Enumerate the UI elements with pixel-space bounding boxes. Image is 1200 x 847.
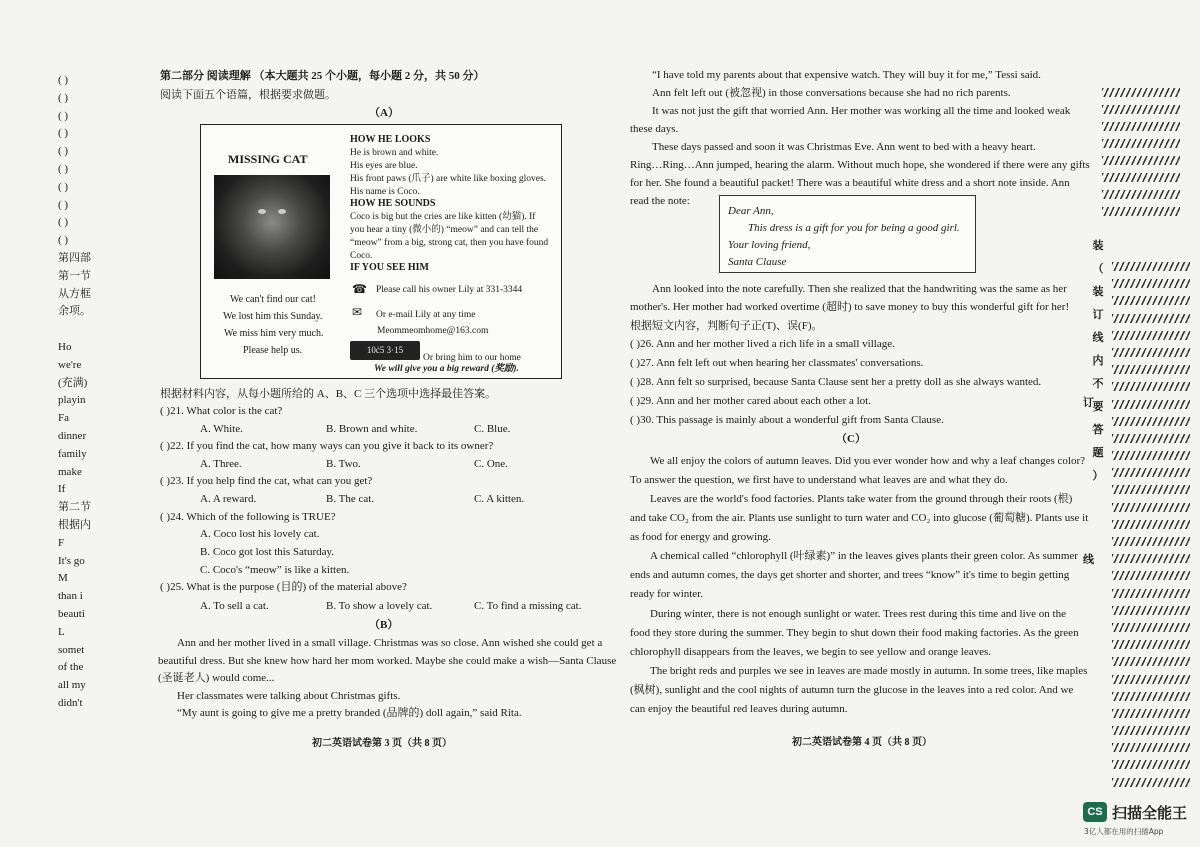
question-28: ( )28. Ann felt so surprised, because Santa Clause sent her a pretty doll as she always wanted. xyxy=(630,376,1042,388)
left-strip-line: ( ) xyxy=(58,74,69,86)
binding-hatch-row xyxy=(1112,520,1190,529)
poster-sounds-3: “meow” from a big, strong cat, then you have found xyxy=(350,238,549,248)
poster-looks-1: He is brown and white. xyxy=(350,148,439,158)
p4-line-2: Ann felt left out (被忽视) in those conversations because she had no rich parents. xyxy=(652,87,1011,99)
binding-char: 装 xyxy=(1092,240,1104,252)
binding-hatch-row xyxy=(1112,451,1190,460)
q21-option-c: C. Blue. xyxy=(474,423,511,435)
left-strip-line: make xyxy=(58,465,82,478)
left-strip-line: 余项。 xyxy=(58,305,91,318)
left-strip-line: If xyxy=(58,483,66,496)
binding-hatch-row xyxy=(1112,468,1190,477)
binding-hatch-row xyxy=(1102,156,1180,165)
page4-footer: 初二英语试卷第 4 页（共 8 页） xyxy=(792,737,932,748)
question-22: ( )22. If you find the cat, how many ways can you give it back to its owner? xyxy=(160,440,494,452)
question-25: ( )25. What is the purpose (目的) of the material above? xyxy=(160,581,407,593)
q25-option-a: A. To sell a cat. xyxy=(200,600,269,612)
watermark-tagline: 3亿人都在用的扫描App xyxy=(1084,827,1164,836)
binding-hatch-row xyxy=(1112,606,1190,615)
binding-hatch-row xyxy=(1112,331,1190,340)
left-strip-line: Fa xyxy=(58,412,69,425)
cat-photo xyxy=(214,175,330,279)
left-strip-line: 第四部 xyxy=(58,251,91,264)
question-23: ( )23. If you help find the cat, what can you get? xyxy=(160,475,373,487)
binding-hatch-row xyxy=(1112,503,1190,512)
poster-heading-see: IF YOU SEE HIM xyxy=(350,262,429,273)
binding-line-text xyxy=(1083,235,1113,488)
left-strip-line: 从方框 xyxy=(58,287,91,300)
binding-hatch-row xyxy=(1112,743,1190,752)
binding-char: 订 xyxy=(1092,309,1104,321)
passage-c-line-3: Leaves are the world's food factories. Plants take water from the ground through their roots (根) xyxy=(650,493,1073,505)
poster-email-address: Meommeomhome@163.com xyxy=(377,326,489,336)
poster-looks-2: His eyes are blue. xyxy=(350,161,418,171)
binding-hatch-row xyxy=(1112,571,1190,580)
binding-hatch-row xyxy=(1112,760,1190,769)
binding-char: ） xyxy=(1092,470,1104,482)
left-page-strip xyxy=(58,72,98,713)
q23-option-b: B. The cat. xyxy=(326,493,375,505)
left-strip-line: ( ) xyxy=(58,234,69,247)
binding-char-ding: 订 xyxy=(1083,397,1094,409)
left-strip-line: playin xyxy=(58,394,86,407)
binding-hatch-row xyxy=(1112,537,1190,546)
house-sign-icon: 10ċ5 3·15 xyxy=(350,341,420,360)
binding-hatch-row xyxy=(1112,434,1190,443)
left-strip-line: ( ) xyxy=(58,145,69,158)
binding-hatch-row xyxy=(1112,314,1190,323)
binding-hatching-bottom xyxy=(1112,262,1190,795)
binding-char-xian: 线 xyxy=(1083,554,1094,566)
left-strip-line: ( ) xyxy=(58,216,69,229)
left-strip-line: somet xyxy=(58,643,85,656)
binding-hatch-row xyxy=(1102,88,1180,97)
question-instruction: 根据材料内容，从每小题所给的 A、B、C 三个选项中选择最佳答案。 xyxy=(160,388,497,400)
poster-heading-looks: HOW HE LOOKS xyxy=(350,134,431,145)
binding-hatch-row xyxy=(1102,207,1180,216)
binding-hatch-row xyxy=(1112,778,1190,787)
q24-option-c: C. Coco's “meow” is like a kitten. xyxy=(200,564,350,576)
left-strip-line: ( ) xyxy=(58,180,69,193)
binding-char: 题 xyxy=(1092,447,1104,459)
binding-hatch-row xyxy=(1112,675,1190,684)
left-strip-line: (充满) xyxy=(58,376,88,389)
binding-char: 要 xyxy=(1092,401,1104,413)
binding-hatch-row xyxy=(1112,417,1190,426)
poster-sounds-4: Coco. xyxy=(350,251,373,261)
p4-mid-line-1: Ann looked into the note carefully. Then she realized that the handwriting was the same as her xyxy=(652,283,1067,295)
p4-line-8: read the note: xyxy=(630,195,690,207)
passage-c-line-7: ends and autumn comes, the days get shorter and shorter, and trees “know” it's time to begin getting xyxy=(630,569,1070,581)
q21-option-b: B. Brown and white. xyxy=(326,423,418,435)
passage-c-line-14: can enjoy the beautiful red leaves during autumn. xyxy=(630,703,848,715)
poster-title: MISSING CAT xyxy=(228,152,308,166)
question-21: ( )21. What color is the cat? xyxy=(160,405,283,417)
note-closing: Your loving friend, xyxy=(728,239,811,251)
watermark-name: 扫描全能王 xyxy=(1112,804,1188,822)
left-strip-line: ( ) xyxy=(58,109,69,122)
poster-line-1: We can't find our cat! xyxy=(230,294,316,305)
passage-a-label: （A） xyxy=(369,107,399,119)
passage-c-line-5: as food for energy and growing. xyxy=(630,531,771,543)
binding-hatch-row xyxy=(1102,173,1180,182)
binding-char: 不 xyxy=(1092,378,1104,390)
q23-option-a: A. A reward. xyxy=(200,493,257,505)
p4-line-3: It was not just the gift that worried Ann. Her mother was working all the time and looked weak xyxy=(652,105,1071,117)
binding-hatch-row xyxy=(1102,105,1180,114)
left-strip-line: 第一节 xyxy=(58,269,91,282)
passage-c-line-1: We all enjoy the colors of autumn leaves. Did you ever wonder how and why a leaf changes color? xyxy=(650,455,1085,467)
binding-char: 答 xyxy=(1092,424,1104,436)
q22-option-c: C. One. xyxy=(474,458,508,470)
binding-hatch-row xyxy=(1112,726,1190,735)
question-24: ( )24. Which of the following is TRUE? xyxy=(160,511,336,523)
poster-line-3: We miss him very much. xyxy=(224,328,324,339)
poster-sounds-1: Coco is big but the cries are like kitten (幼猫). If xyxy=(350,212,536,222)
binding-char: 内 xyxy=(1092,355,1104,367)
passage-b-label: （B） xyxy=(369,619,399,631)
left-strip-line: all my xyxy=(58,679,86,692)
left-strip-line: L xyxy=(58,625,65,638)
q22-option-a: A. Three. xyxy=(200,458,242,470)
phone-icon: ☎ xyxy=(352,282,367,296)
question-26: ( )26. Ann and her mother lived a rich life in a small village. xyxy=(630,338,895,350)
left-strip-line: It's go xyxy=(58,554,85,567)
passage-c-line-13: (枫树), sunlight and the cool nights of autumn turn the glucose in the leaves into a red color. And we xyxy=(630,684,1074,696)
q25-option-b: B. To show a lovely cat. xyxy=(326,600,433,612)
passage-b-line-1: Ann and her mother lived in a small village. Christmas was so close. Ann wished she could get a xyxy=(177,637,603,649)
binding-hatch-row xyxy=(1112,589,1190,598)
question-30: ( )30. This passage is mainly about a wonderful gift from Santa Clause. xyxy=(630,414,944,426)
binding-hatch-row xyxy=(1112,554,1190,563)
q24-option-b: B. Coco got lost this Saturday. xyxy=(200,546,335,558)
passage-c-line-12: The bright reds and purples we see in leaves are made mostly in autumn. In some trees, like maples xyxy=(650,665,1088,677)
tf-instruction: 根据短文内容，判断句子正(T)、误(F)。 xyxy=(630,320,823,332)
passage-c-label: （C） xyxy=(836,433,866,445)
left-strip-line: beauti xyxy=(58,607,85,620)
question-27: ( )27. Ann felt left out when hearing her classmates' conversations. xyxy=(630,357,924,369)
binding-hatch-row xyxy=(1102,190,1180,199)
left-strip-line: Ho xyxy=(58,340,72,353)
q25-option-c: C. To find a missing cat. xyxy=(474,600,582,612)
p4-mid-line-2: mother's. Her mother had worked overtime (超时) to save money to buy this wonderful gift for her! xyxy=(630,301,1070,313)
q23-option-c: C. A kitten. xyxy=(474,493,525,505)
passage-b-line-2: beautiful dress. But she knew how hard her mom worked. Maybe she could make a wish—Santa Clause xyxy=(158,655,617,667)
binding-hatch-row xyxy=(1112,382,1190,391)
note-body: This dress is a gift for you for being a good girl. xyxy=(748,222,960,234)
poster-looks-3: His front paws (爪子) are white like boxing gloves. xyxy=(350,174,547,184)
left-strip-line: 根据内 xyxy=(58,518,91,531)
question-29: ( )29. Ann and her mother cared about each other a lot. xyxy=(630,395,871,407)
binding-hatch-row xyxy=(1112,623,1190,632)
p4-line-5: These days passed and soon it was Christmas Eve. Ann went to bed with a heavy heart. xyxy=(652,141,1036,153)
passage-c-line-2: To answer the question, we first have to understand what leaves are and what they do. xyxy=(630,474,1008,486)
passage-c-line-9: During winter, there is not enough sunlight or water. Trees rest during this time and live on the xyxy=(650,608,1066,620)
poster-bring: Or bring him to our home xyxy=(423,353,521,363)
passage-c-line-8: ready for winter. xyxy=(630,588,703,600)
poster-heading-sounds: HOW HE SOUNDS xyxy=(350,198,436,209)
poster-reward: We will give you a big reward (奖励). xyxy=(374,364,519,374)
poster-line-2: We lost him this Sunday. xyxy=(223,311,323,322)
binding-char: （ xyxy=(1092,263,1104,275)
binding-hatch-row xyxy=(1102,139,1180,148)
binding-hatch-row xyxy=(1112,657,1190,666)
passage-b-line-3: (圣诞老人) would come... xyxy=(158,672,275,684)
left-strip-line: M xyxy=(58,572,68,585)
binding-hatch-row xyxy=(1112,400,1190,409)
binding-char: 装 xyxy=(1092,286,1104,298)
q22-option-b: B. Two. xyxy=(326,458,361,470)
p4-line-4: these days. xyxy=(630,123,679,135)
page3-footer: 初二英语试卷第 3 页（共 8 页） xyxy=(312,738,452,749)
binding-hatch-row xyxy=(1112,640,1190,649)
poster-call: Please call his owner Lily at 331-3344 xyxy=(376,285,523,295)
left-strip-line: of the xyxy=(58,661,84,674)
passage-c-line-6: A chemical called “chlorophyll (叶绿素)” in the leaves gives plants their green color. As summer xyxy=(650,550,1078,562)
binding-hatch-row xyxy=(1112,485,1190,494)
camscanner-logo-icon: CS xyxy=(1083,802,1107,822)
passage-b-line-5: “My aunt is going to give me a pretty branded (品牌的) doll again,” said Rita. xyxy=(177,707,522,719)
reading-instruction: 阅读下面五个语篇，根据要求做题。 xyxy=(160,89,336,101)
binding-hatch-row xyxy=(1112,296,1190,305)
left-strip-line: dinner xyxy=(58,429,87,442)
binding-hatch-row xyxy=(1112,348,1190,357)
section-title: 第二部分 阅读理解 （本大题共 25 个小题，每小题 2 分，共 50 分） xyxy=(160,70,485,82)
binding-hatch-row xyxy=(1102,122,1180,131)
binding-hatch-row xyxy=(1112,692,1190,701)
poster-line-4: Please help us. xyxy=(243,345,303,356)
left-strip-line: 第二节 xyxy=(58,501,91,514)
q24-option-a: A. Coco lost his lovely cat. xyxy=(200,528,320,540)
left-strip-line: we're xyxy=(58,358,82,371)
passage-c-line-10: food they store during the summer. They begin to shut down their food making factories. As the green xyxy=(630,627,1079,639)
left-strip-line: ( ) xyxy=(58,127,69,140)
binding-hatch-row xyxy=(1112,365,1190,374)
p4-line-7: for her. She found a beautiful packet! There was a beautiful white dress and a short note inside. Ann xyxy=(630,177,1070,189)
left-strip-line xyxy=(58,321,98,339)
passage-b-line-4: Her classmates were talking about Christmas gifts. xyxy=(177,690,401,702)
left-strip-line: F xyxy=(58,536,65,549)
left-strip-line: ( ) xyxy=(58,198,69,211)
note-signature: Santa Clause xyxy=(728,256,787,268)
left-strip-line: ( ) xyxy=(58,162,69,175)
binding-hatching-top xyxy=(1102,88,1180,224)
q21-option-a: A. White. xyxy=(200,423,243,435)
poster-looks-4: His name is Coco. xyxy=(350,187,420,197)
passage-c-line-4: and take CO₂ from the air. Plants use sunlight to turn water and CO₂ into glucose (葡萄糖). Plants use it xyxy=(630,512,1089,524)
left-strip-line: didn't xyxy=(58,696,83,709)
binding-hatch-row xyxy=(1112,262,1190,271)
p4-line-6: Ring…Ring…Ann jumped, hearing the alarm. Without much hope, she wondered if there were any gifts xyxy=(630,159,1090,171)
note-greeting: Dear Ann, xyxy=(728,205,774,217)
poster-email: Or e-mail Lily at any time xyxy=(376,310,476,320)
binding-char: 线 xyxy=(1092,332,1104,344)
p4-line-1: “I have told my parents about that expensive watch. They will buy it for me,” Tessi said. xyxy=(652,69,1041,81)
passage-c-line-11: chlorophyll disappears from the leaves, we begin to see yellow and orange leaves. xyxy=(630,646,992,658)
poster-sounds-2: you hear a tiny (微小的) “meow” and can tell the xyxy=(350,225,539,235)
left-strip-line: than i xyxy=(58,590,83,603)
binding-hatch-row xyxy=(1112,279,1190,288)
left-strip-line: ( ) xyxy=(58,91,69,104)
binding-hatch-row xyxy=(1112,709,1190,718)
mail-icon: ✉ xyxy=(352,305,363,319)
left-strip-line: family xyxy=(58,447,87,460)
